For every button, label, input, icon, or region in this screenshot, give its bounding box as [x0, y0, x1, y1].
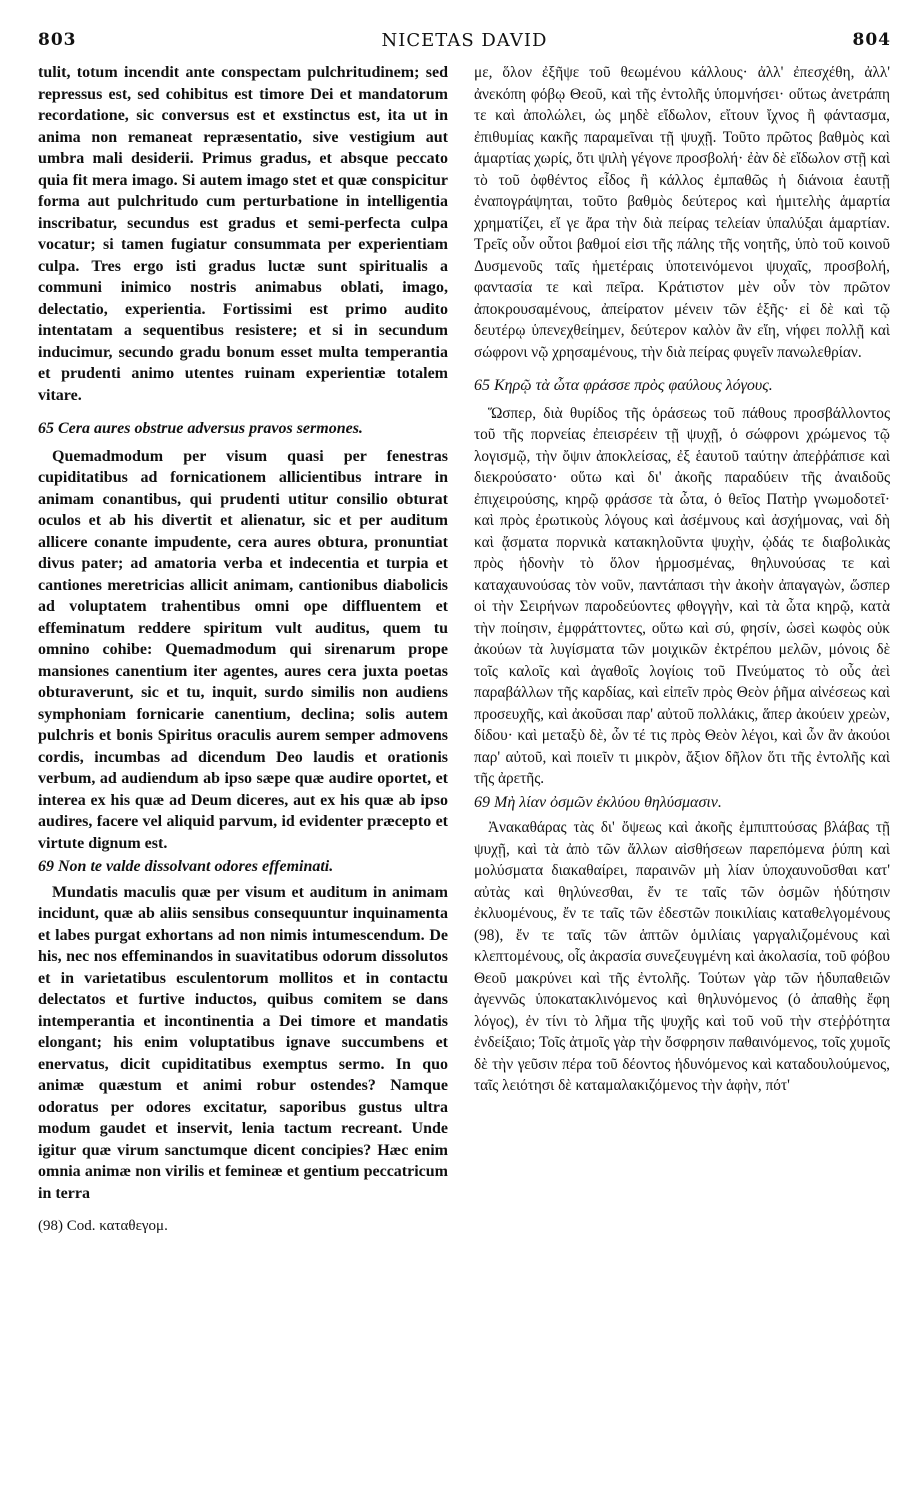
- running-header: [38, 30, 891, 56]
- greek-paragraph-2: Ὥσπερ, διὰ θυρίδος τῆς ὁράσεως τοῦ πάθους προσβάλλοντος τοῦ τῆς πορνείας ἐπεισρέειν τῇ ψυχῇ, ὁ σώφρονι χρώμενος τῷ λογισμῷ, τὴν ὄψιν ἀποκλείσας, ἐξ ἑαυτοῦ ταύτην ἀπεῤῥάπισε καὶ διεκρούσατο· οὕτω καὶ δι' ἀκοῆς παραδύειν τῆς ἀναιδοῦς ἐπιχειρούσης, κηρῷ φράσσε τὰ ὦτα, ὁ θεῖος Πατὴρ γνωμοδοτεῖ· καὶ πρὸς ἐρωτικοὺς λόγους καὶ ἀσέμνους καὶ ἀσχήμονας, ναὶ δὴ καὶ ᾄσματα πορνικὰ κατακηλοῦντα ψυχὴν, ᾠδάς τε διαβολικὰς πρὸς ἡδονὴν τὸ ὅλον ἡρμοσμένας, θηλυνούσας τε καὶ καταχαυνούσας τὸν νοῦν, παντάπασι τὴν ἀκοὴν ἀπαγαγὼν, ὥσπερ οἱ τὴν Σειρήνων παροδεύοντες φθογγὴν, καὶ τὰ ὦτα κηρῷ, κατὰ τὴν ποίησιν, ἐμφράττοντες, οὕτω καὶ σύ, φησίν, ὡσεὶ κωφὸς οὐκ ἀκούων τὰ λυγίσματα τῶν μοιχικῶν ἐκτρέπου μελῶν, μόνοις δὲ τοῖς καλοῖς καὶ ἀγαθοῖς λογίοις τοῦ Πνεύματος τὸ οὖς ἀεὶ παραβάλλων τῆς καρδίας, καὶ εἰπεῖν πρὸς Θεὸν ῥῆμα αἰνέσεως καὶ προσευχῆς, καὶ ἀκοῦσαι παρ' αὐτοῦ πολλάκις, ἅπερ ἀκούειν χρεὼν, δίδου· καὶ μεταξὺ δὲ, ὧν τέ τις πρὸς Θεὸν λέγοι, καὶ ὧν ἂν ἀκούοι παρ' αὐτοῦ, καὶ ποιεῖν τι μικρὸν, ἄξιον δῆλον ὅτι τῆς ἐντολῆς καὶ τῆς ἀρετῆς.: [474, 404, 890, 787]
- footnote: (98) Cod. καταθεγομ.: [38, 1218, 168, 1234]
- latin-column: [38, 62, 448, 1492]
- latin-paragraph-1: tulit, totum incendit ante conspectam pulchritudinem; sed repressus est, sed cohibitus est timore Dei et mandatorum recordatione, sic conversus est et exstinctus est, ita ut in anima non remaneat repræsentatio, sive vestigium aut umbra mali desiderii. Primus gradus, et absque peccato quia fit mera imago. Si autem imago stet et quæ conspicitur forma aut pulchritudo cum perturbatione in intelligentia inscribatur, secundus est gradus et semi-perfecta culpa vocatur; si tamen fugiatur consummata per experientiam culpa. Tres ergo isti gradus luctæ sunt spiritualis a communi inimico nostris animabus oblati, imago, delectatio, experientia. Fortissimi est primo audito intentatam a sequentibus resistere; et si in secundum inducimur, secundo gradu bonum esset multa temperantia et prudenti animo utentes ruinam experientiæ totalem vitare.: [38, 64, 448, 404]
- right-page-number: 804: [852, 30, 891, 50]
- greek-paragraph-1: με, ὅλον ἐξῆψε τοῦ θεωμένου κάλλους· ἀλλ' ἐπεσχέθη, ἀλλ' ἀνεκόπη φόβῳ Θεοῦ, καὶ τῆς ἐντολῆς ὑπομνήσει· οὕτως ἀνετράπη τε καὶ ἀπολώλει, ὡς μηδὲ εἴδωλον, εἴτουν ἴχνος ἢ φάντασμα, ἐπιθυμίας κακῆς παραμεῖναι τῇ ψυχῇ. Τοῦτο πρῶτος βαθμὸς καὶ ἁμαρτίας χωρίς, ὅτι ψιλὴ γέγονε προσβολή· ἐὰν δὲ εἴδωλον στῇ καὶ τὸ τοῦ ὀφθέντος εἶδος ἢ κάλλος ἐμπαθῶς ἡ διάνοια ἑαυτῇ ἐναπογράψηται, τοῦτο βαθμὸς δεύτερος καὶ ἡμιτελὴς ἁμαρτία χρηματίζει, εἴ γε ἄρα τὴν διὰ πείρας τελείαν ὑπαλύξαι ἁμαρτίαν. Τρεῖς οὖν οὗτοι βαθμοί εἰσι τῆς πάλης τῆς νοητῆς, ὑπὸ τοῦ κοινοῦ Δυσμενοῦς ταῖς ἡμετέραις ὑποτεινόμενοι ψυχαῖς, προσβολή, φαντασία τε καὶ πεῖρα. Κράτιστον μὲν οὖν τὸν πρῶτον ἀποκρουσαμένους, ἀπείρατον μένειν τῶν ἑξῆς· εἰ δὲ καὶ τῷ δευτέρῳ ὑπενεχθείημεν, δεύτερον καλὸν ἂν εἴη, νήφει πολλῇ καὶ σώφρονι νῷ χρησαμένους, τὴν διὰ πείρας φυγεῖν πανωλεθρίαν.: [474, 64, 890, 361]
- greek-section-heading-69: 69 Μὴ λίαν ὀσμῶν ἐκλύου θηλύσμασιν.: [474, 793, 722, 811]
- greek-column: [474, 62, 890, 1492]
- running-title: NICETAS DAVID: [381, 30, 548, 51]
- latin-paragraph-3: Mundatis maculis quæ per visum et auditum in animam incidunt, quæ ab aliis sensibus consequuntur inquinamenta et labes purgat exhortans ad non nimis intumescendum. De his, nec nos effeminandos in suavitatibus odorum dissolutos et in varietatibus esculentorum mollitos et in contactu delectatos et furtive inductos, quibus comitem se dans intemperantia et incontinentia a Dei timore et mandatis elongant; his enim voluptatibus ignave succumbens et enervatus, dicit cupiditatibus exemptus sermo. In quo animæ quæstum et animi robur ostendes? Namque odoratus per odores excitatur, saporibus gustus ultra modum gaudet et inservit, lenia tactum recreant. Unde igitur quæ virum sanctumque dicent concipies? Hæc enim omnia animæ non virilis et femineæ et gentium peccatricum in terra: [38, 883, 448, 1202]
- greek-paragraph-3: Ἀνακαθάρας τὰς δι' ὄψεως καὶ ἀκοῆς ἐμπιπτούσας βλάβας τῇ ψυχῇ, καὶ τὰ ἀπὸ τῶν ἄλλων αἰσθήσεων παρεπόμενα ῥύπη καὶ μολύσματα διακαθαίρει, παραινῶν μὴ λίαν ὑποχαυνοῦσθαι κατ' αὐτὰς καὶ θηλύνεσθαι, ἔν τε ταῖς τῶν ὀσμῶν ἡδύτησιν ἐκλυομένους, ἔν τε ταῖς τῶν ἐδεστῶν ποικιλίαις καταθελγομένους (98), ἔν τε ταῖς τῶν ἁπτῶν ὁμιλίαις γαργαλιζομένους καὶ κλεπτομένους, οἷς ἀκρασία συνεζευγμένη καὶ ἀκολασία, τοῦ φόβου Θεοῦ μακρύνει καὶ τῆς ἐντολῆς. Τούτων γὰρ τῶν ἡδυπαθειῶν ἀγεννῶς ὑποκατακλινόμενος καὶ θηλυνόμενος (ὁ ἀπαθὴς ἔφη λόγος), ἐν τίνι τὸ λῆμα τῆς ψυχῆς καὶ τοῦ νοῦ τὴν στεῤῥότητα ἐνδείξαιο; Τοῖς ἀτμοῖς γὰρ τὴν ὄσφρησιν παθαινόμενος, τοῖς χυμοῖς δὲ τὴν γεῦσιν πέρα τοῦ δέοντος ἡδυνόμενος καὶ καταδουλούμενος, ταῖς λειότησι δὲ καταμαλακιζόμενος τὴν ἁφὴν, πότ': [474, 819, 890, 1094]
- latin-paragraph-2: Quemadmodum per visum quasi per fenestras cupiditatibus ad fornicationem allicientibus intrare in animam conantibus, qui prudenti utitur consilio obturat oculos et ab his divertit et alienatur, sic et per auditum allicere conante impudente, cera aures obtura, pronuntiat divus pater; ad amatoria verba et indecentia et turpia et cantiones meretricias allicit animam, cantionibus diabolicis ad voluptatem trahentibus omni ope diffluentem et effeminatum reddere spiritum vult auditus, quem tu omnino cohibe: Quemadmodum qui sirenarum prope mansiones canentium iter agentes, aures cera juxta poetas obturaverunt, sic et tu, inquit, surdo similis non audiens symphoniam fornicarie canentium, declina; solis autem pulchris et bonis Spiritus oraculis aurem semper admovens cordis, incumbas ad dicendum Deo laudis et orationis verbum, ad audiendum ab ipso sæpe quæ audire oportet, et interea ex his quæ ad Deum diceres, aut ex his quæ ab ipso audires, facere vel aliquid parvum, id evidenter præcepto et virtute dignum est.: [38, 447, 448, 852]
- latin-section-heading-69: 69 Non te valde dissolvant odores effeminati.: [38, 858, 334, 875]
- left-page-number: 803: [38, 30, 77, 50]
- greek-section-heading-65: 65 Κηρῷ τὰ ὦτα φράσσε πρὸς φαύλους λόγους.: [474, 377, 773, 394]
- latin-section-heading-65: 65 Cera aures obstrue adversus pravos sermones.: [38, 420, 363, 437]
